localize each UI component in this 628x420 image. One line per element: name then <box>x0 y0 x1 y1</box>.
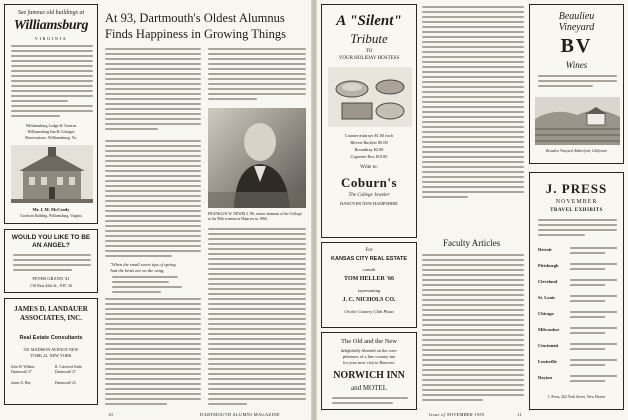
landauer-partner-4: Dartmouth '23 <box>55 381 76 385</box>
j-press-city-row <box>538 261 617 275</box>
j-press-ad <box>529 172 624 410</box>
motel-ad-address: Goodwin Building, Williamsburg, Virginia <box>20 214 82 218</box>
j-press-city-name: Detroit <box>538 247 552 252</box>
tribute-line-1: A "Silent" <box>336 13 402 29</box>
left-page-magazine-name: DARTMOUTH ALUMNI MAGAZINE <box>200 412 280 417</box>
article-col-2-top <box>208 48 306 106</box>
norwich-motel-name: and MOTEL <box>351 384 387 392</box>
right-page <box>317 0 628 420</box>
right-page-number: 11 <box>517 412 522 417</box>
beaulieu-bv-logo: BV <box>560 35 593 57</box>
j-press-city-row <box>538 373 617 387</box>
j-press-city-row <box>538 309 617 323</box>
williamsburg-ad <box>4 4 98 224</box>
j-press-city-details <box>570 359 617 366</box>
article-col-2-bottom <box>208 228 306 408</box>
williamsburg-logo: Williamsburg <box>13 18 89 33</box>
poem-line-2: And the birds are on the wing, <box>110 268 165 273</box>
j-press-city-details <box>570 327 617 334</box>
beaulieu-wines: Wines <box>565 60 588 70</box>
j-press-city-name: Dayton <box>538 375 553 380</box>
j-press-month: NOVEMBER <box>555 199 598 205</box>
article-title-line-2: Finds Happiness in Growing Things <box>105 27 287 41</box>
tribute-price-2: Bilvert Buckler $5.00 <box>350 140 388 145</box>
j-press-city-row <box>538 293 617 307</box>
kansas-representing: representing <box>357 288 381 293</box>
faculty-articles-body <box>422 254 524 410</box>
j-press-city-name: Chicago <box>538 311 554 316</box>
williamsburg-credit-3: Reservations: Williamsburg, Va. <box>25 135 77 140</box>
article-title-line-1: At 93, Dartmouth's Oldest Alumnus <box>105 11 285 25</box>
photo-caption: FRANKLIN W. NEWELL '86, senior alumnus of the College, at his 90th reunion in Hanover in 1966. <box>208 212 303 221</box>
j-press-city-row <box>538 357 617 371</box>
williamsburg-script-line: See famous old buildings at <box>17 10 85 16</box>
angel-ad-heading: WOULD YOU LIKE TO BE AN ANGEL? <box>11 234 91 249</box>
silent-tribute-ad <box>321 4 417 238</box>
angel-ad-name: PETER GRANN '41 <box>32 276 70 281</box>
tribute-line-3: TO <box>365 49 373 54</box>
poem-lines <box>112 276 194 294</box>
williamsburg-state: VIRGINIA <box>34 36 68 41</box>
j-press-city-name: Milwaukee <box>538 327 560 332</box>
faculty-articles-heading: Faculty Articles <box>443 238 501 248</box>
j-press-logo: J. PRESS <box>545 181 608 196</box>
newell-portrait-photo <box>208 108 306 208</box>
j-press-city-details <box>570 311 617 318</box>
norwich-inn-ad <box>321 332 417 410</box>
right-article-col-top <box>422 6 524 206</box>
beaulieu-vineyard-ad <box>529 4 624 164</box>
j-press-city-row <box>538 325 617 339</box>
tribute-price-3: Roundtray $2.00 <box>354 147 384 152</box>
tribute-price-4: Cigarette Box $10.00 <box>350 154 388 159</box>
williamsburg-credit-2: Williamsburg Inn & Cottages <box>27 129 75 134</box>
j-press-sub: TRAVEL EXHIBITS <box>550 208 603 213</box>
kansas-person: TOM HELLER '66 <box>344 276 394 282</box>
j-press-city-details <box>570 375 617 382</box>
norwich-line-4: for your next visit to Hanover. <box>342 360 396 365</box>
landauer-ad <box>4 298 98 405</box>
norwich-line-1: The Old and the New <box>341 338 397 345</box>
colonial-building-illustration <box>11 145 93 203</box>
kansas-place: On the Country Club Plaza <box>344 309 394 314</box>
j-press-city-name: St. Louis <box>538 295 556 300</box>
norwich-contact-copy <box>332 397 408 407</box>
williamsburg-body-copy <box>11 45 93 119</box>
norwich-line-3: pleteness of a fine country inn <box>343 354 395 359</box>
right-page-issue: Issue of NOVEMBER 1955 <box>429 412 485 417</box>
tribute-write-to: Write to: <box>360 165 378 170</box>
vineyard-landscape-illustration <box>535 97 620 145</box>
j-press-city-details <box>570 247 617 254</box>
norwich-inn-name: NORWICH INN <box>333 370 405 381</box>
beaulieu-name: Beaulieu Vineyard <box>558 11 595 33</box>
kansas-company: KANSAS CITY REAL ESTATE <box>331 256 407 262</box>
j-press-city-name: Cincinnati <box>538 343 559 348</box>
article-col-1-bottom <box>105 298 201 408</box>
tribute-price-1: Coaster-ashtrays $1.00 each <box>344 133 394 138</box>
tribute-line-2: Tribute <box>350 31 388 46</box>
motel-ad-name: Mr. I. M. McCrady <box>32 207 70 212</box>
norwich-line-2: delightfully blended on the com- <box>340 348 398 353</box>
j-press-city-details <box>570 263 617 270</box>
j-press-city-name: Louisville <box>538 359 557 364</box>
j-press-city-details <box>570 343 617 350</box>
landauer-partner-1: John W. Wilkins Dartmouth '27 <box>11 365 35 374</box>
poem-line-1: "When the small sweet tips of spring <box>110 262 176 267</box>
j-press-city-row <box>538 341 617 355</box>
landauer-service: Real Estate Consultants <box>19 335 83 341</box>
beaulieu-body-copy <box>538 75 617 93</box>
williamsburg-credit-1: Williamsburg Lodge & Taverns <box>25 123 77 128</box>
kansas-city-ad <box>321 242 417 328</box>
j-press-city-name: Cleveland <box>538 279 558 284</box>
angel-ad <box>4 229 98 293</box>
article-col-1-mid <box>105 140 201 260</box>
coburns-town: HANOVER NEW HAMPSHIRE <box>340 201 398 206</box>
tribute-line-4: YOUR HOLIDAY HOSTESS <box>338 56 400 61</box>
coburns-logo: Coburn's <box>340 175 398 190</box>
left-page <box>0 0 311 420</box>
angel-ad-address: 130 West 42th St., NYC 36 <box>29 283 73 288</box>
j-press-intro <box>538 219 617 241</box>
kansas-consult: consult <box>362 267 376 272</box>
left-page-number: 10 <box>108 412 114 417</box>
j-press-city-details <box>570 279 617 286</box>
landauer-name: JAMES D. LANDAUER ASSOCIATES, INC. <box>14 305 88 322</box>
j-press-city-row <box>538 277 617 291</box>
j-press-city-details <box>570 295 617 302</box>
angel-ad-body-copy <box>13 254 91 276</box>
landauer-partner-3: James A. Hay <box>11 381 31 385</box>
j-press-city-row <box>538 245 617 259</box>
kansas-firm: J. C. NICHOLS CO. <box>342 297 396 303</box>
kansas-for: For <box>365 248 373 253</box>
landauer-partner-2: B. Crawford Sodie Dartmouth '27 <box>55 365 83 374</box>
j-press-city-name: Pittsburgh <box>538 263 559 268</box>
j-press-address: J. Press, 262 York Street, New Haven <box>548 395 605 399</box>
ashtray-products-illustration <box>328 67 412 127</box>
landauer-address: 501 MADISON AVENUE NEW YORK 22, NEW YORK <box>23 347 79 358</box>
coburns-tagline: The College Jeweler <box>348 193 390 198</box>
beaulieu-caption: Beaulieu Vineyard, Rutherford, California <box>546 149 607 153</box>
article-col-1-top <box>105 48 201 134</box>
